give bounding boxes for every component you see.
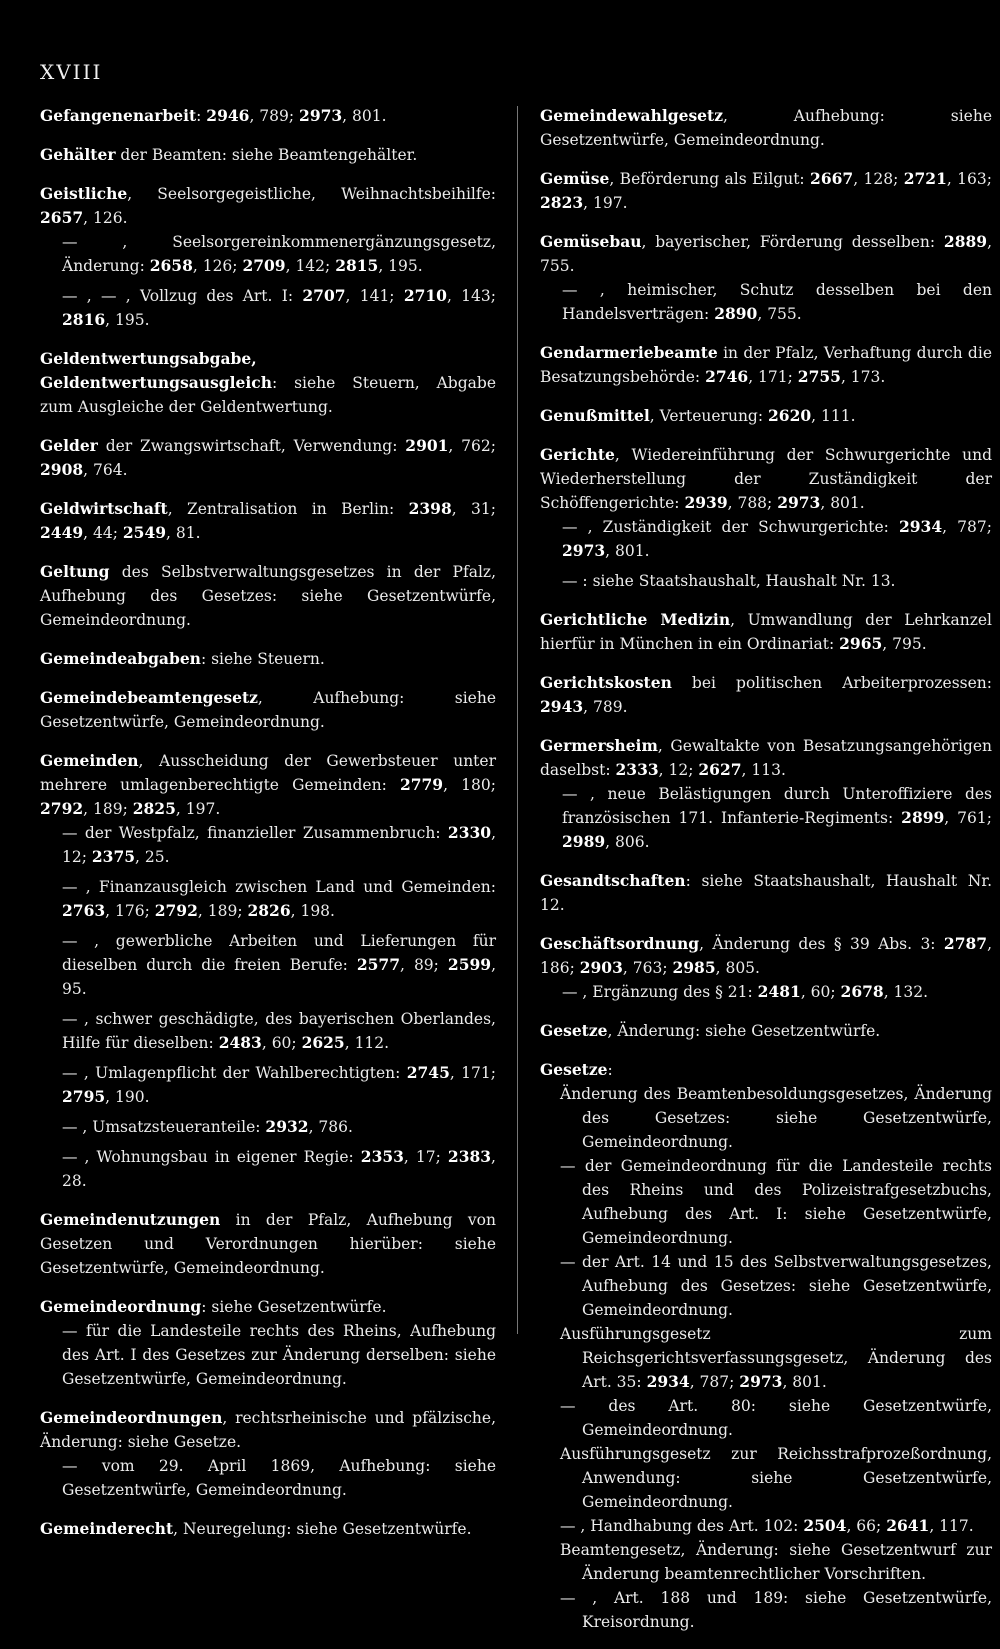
entry-number: 2599	[447, 955, 492, 974]
entry-number: 2721	[903, 169, 947, 188]
entry-number: 2667	[810, 169, 854, 188]
entry-keyword: Gemeindeordnung	[40, 1297, 202, 1316]
right-column	[540, 104, 992, 1649]
entry-text: , 195.	[105, 311, 150, 329]
entry-text: , 171;	[748, 368, 798, 386]
entry-number: 2398	[408, 499, 452, 518]
entry-text: , 761;	[944, 809, 992, 827]
sub-entry	[540, 515, 992, 563]
entry-keyword: Gesandtschaften	[540, 871, 686, 890]
entry-line	[40, 497, 496, 545]
entry-number: 2939	[684, 493, 728, 512]
entry-line	[40, 1295, 496, 1319]
entry-number: 2353	[360, 1147, 404, 1166]
entry-number: 2903	[579, 958, 623, 977]
entry-number: 2932	[265, 1117, 309, 1136]
index-entry	[40, 749, 496, 1193]
entry-text: , 171;	[449, 1064, 496, 1082]
entry-number: 2973	[739, 1372, 783, 1391]
entry-number: 2330	[447, 823, 492, 842]
entry-text: des Selbstverwaltungsgesetzes in der Pfalz, Aufhebung des Gesetzes: siehe Gesetzentwürfe, Gemeindeordnung.	[40, 563, 496, 629]
entry-line	[540, 1019, 992, 1043]
sub-entry	[40, 230, 496, 278]
entry-text: , 763;	[622, 959, 673, 977]
entry-text: , Aufhebung: siehe Gesetzentwürfe, Gemeindeordnung.	[40, 689, 496, 731]
entry-text: , 180;	[443, 776, 496, 794]
entry-text: , 128;	[853, 170, 904, 188]
entry-text: : siehe Steuern, Abgabe zum Ausgleiche der Geldentwertung.	[40, 374, 496, 416]
entry-text: , Gewaltakte von Besatzungsangehörigen daselbst:	[540, 737, 992, 779]
entry-keyword: Genußmittel	[540, 406, 650, 425]
entry-text: : siehe Gesetzentwürfe.	[201, 1298, 387, 1316]
entry-text: , Aufhebung: siehe Gesetzentwürfe, Gemeindeordnung.	[540, 107, 992, 149]
entry-keyword: Gerichtskosten	[540, 673, 672, 692]
sub-entry	[540, 1538, 992, 1586]
entry-number: 2625	[301, 1033, 345, 1052]
entry-number: 2825	[132, 799, 176, 818]
entry-text: — , Wohnungsbau in eigener Regie:	[62, 1148, 361, 1166]
entry-text: — , — , Vollzug des Art. I:	[62, 287, 303, 305]
entry-number: 2549	[122, 523, 167, 542]
entry-text: — , Zuständigkeit der Schwurgerichte:	[562, 518, 899, 536]
entry-number: 2483	[218, 1033, 262, 1052]
entry-number: 2779	[399, 775, 444, 794]
entry-number: 2481	[757, 982, 801, 1001]
entry-number: 2815	[335, 256, 379, 275]
entry-number: 2989	[562, 832, 606, 851]
entry-number: 2826	[247, 901, 291, 920]
entry-text: , 795.	[882, 635, 927, 653]
entry-number: 2934	[646, 1372, 690, 1391]
sub-entry	[540, 1250, 992, 1322]
entry-number: 2620	[768, 406, 812, 425]
entry-text: , 81.	[166, 524, 201, 542]
entry-text: , 176;	[105, 902, 155, 920]
entry-text: , 787;	[942, 518, 992, 536]
entry-number: 2965	[839, 634, 883, 653]
entry-text: Ausführungsgesetz zur Reichsstrafprozeßordnung, Anwendung: siehe Gesetzentwürfe, Gemeindeordnung.	[560, 1445, 992, 1511]
index-entry	[40, 1517, 496, 1541]
entry-keyword: Gemüse	[540, 169, 610, 188]
column-divider	[517, 106, 518, 1334]
entry-number: 2973	[777, 493, 821, 512]
entry-number: 2973	[299, 106, 343, 125]
sub-entry	[40, 1115, 496, 1139]
sub-entry	[40, 1319, 496, 1391]
index-entry	[40, 686, 496, 734]
page-number: XVIII	[40, 60, 103, 84]
entry-line	[540, 608, 992, 656]
entry-text: der Zwangswirtschaft, Verwendung:	[97, 437, 406, 455]
entry-text: — , Ergänzung des § 21:	[562, 983, 758, 1001]
entry-text: , Änderung: siehe Gesetzentwürfe.	[607, 1022, 881, 1040]
entry-text: , 755.	[757, 305, 802, 323]
index-entry	[540, 1058, 992, 1634]
entry-text: , 60;	[800, 983, 841, 1001]
entry-line	[40, 434, 496, 482]
entry-text: — , Finanzausgleich zwischen Land und Gemeinden:	[62, 878, 496, 896]
entry-number: 2901	[405, 436, 449, 455]
entry-line	[540, 932, 992, 980]
sub-entry	[540, 1082, 992, 1154]
entry-text: , 12;	[658, 761, 699, 779]
entry-line	[540, 1058, 992, 1082]
sub-entry	[40, 1145, 496, 1193]
entry-keyword: Gemeinden	[40, 751, 139, 770]
entry-line	[40, 1406, 496, 1454]
index-entry	[540, 230, 992, 326]
entry-text: , 189;	[83, 800, 133, 818]
sub-entry	[540, 1154, 992, 1250]
entry-text: , 117.	[929, 1517, 974, 1535]
entry-text: — , heimischer, Schutz desselben bei den Handelsverträgen:	[562, 281, 992, 323]
entry-line	[40, 143, 496, 167]
entry-line	[40, 1517, 496, 1541]
entry-keyword: Gemeindewahlgesetz	[540, 106, 724, 125]
entry-text: , 801.	[342, 107, 387, 125]
entry-text: , 112.	[344, 1034, 390, 1052]
entry-text: — der Gemeindeordnung für die Landesteile rechts des Rheins und des Polizeistrafgesetzbuchs, Aufhebung des Art. I: siehe Gesetzentwürfe, Gemeindeordnung.	[560, 1157, 992, 1247]
entry-number: 2795	[62, 1087, 106, 1106]
index-entry	[40, 182, 496, 332]
sub-entry	[540, 569, 992, 593]
entry-line	[540, 734, 992, 782]
entry-keyword: Gemeinderecht	[40, 1519, 174, 1538]
sub-entry	[40, 875, 496, 923]
entry-text: Änderung des Beamtenbesoldungsgesetzes, Änderung des Gesetzes: siehe Gesetzentwürfe, Gemeindeordnung.	[560, 1085, 992, 1151]
entry-keyword: Gerichtliche Medizin	[540, 610, 731, 629]
entry-text: , 801.	[605, 542, 650, 560]
entry-text: in der Pfalz, Verhaftung durch die Besatzungsbehörde:	[540, 344, 992, 386]
entry-number: 2755	[797, 367, 841, 386]
left-column	[40, 104, 496, 1556]
entry-keyword: Gesetze	[540, 1021, 608, 1040]
entry-keyword: Gemeindebeamtengesetz	[40, 688, 258, 707]
sub-entry	[540, 1394, 992, 1442]
entry-text: , 197.	[175, 800, 221, 818]
index-entry	[540, 104, 992, 152]
entry-text: , Umwandlung der Lehrkanzel hierfür in München in ein Ordinariat:	[540, 611, 992, 653]
entry-text: — , Art. 188 und 189: siehe Gesetzentwürfe, Kreisordnung.	[560, 1589, 992, 1631]
index-entry	[40, 434, 496, 482]
entry-number: 2763	[62, 901, 106, 920]
entry-keyword: Gemeindeordnungen	[40, 1408, 223, 1427]
entry-text: — für die Landesteile rechts des Rheins, Aufhebung des Art. I des Gesetzes zur Änderung derselben: siehe Gesetzentwürfe, Gemeindeordnung.	[62, 1322, 496, 1388]
entry-text: , 113.	[741, 761, 786, 779]
entry-number: 2504	[803, 1516, 847, 1535]
sub-entry	[540, 1514, 992, 1538]
entry-number: 2792	[154, 901, 198, 920]
entry-keyword: Geldwirtschaft	[40, 499, 168, 518]
index-entry	[40, 647, 496, 671]
entry-text: , Ausscheidung der Gewerbsteuer unter mehrere umlagenberechtigte Gemeinden:	[40, 752, 496, 794]
index-entry	[540, 167, 992, 215]
entry-text: , 126.	[83, 209, 128, 227]
index-entry	[540, 608, 992, 656]
entry-number: 2333	[615, 760, 659, 779]
entry-keyword: Gelder	[40, 436, 98, 455]
entry-number: 2678	[840, 982, 884, 1001]
index-entry	[40, 560, 496, 632]
index-entry	[540, 341, 992, 389]
index-entry	[540, 932, 992, 1004]
entry-text: Beamtengesetz, Änderung: siehe Gesetzentwurf zur Änderung beamtenrechtlicher Vorschriften.	[560, 1541, 992, 1583]
entry-text: , 28.	[62, 1148, 496, 1190]
entry-number: 2375	[91, 847, 136, 866]
entry-number: 2449	[40, 523, 84, 542]
entry-number: 2985	[672, 958, 716, 977]
entry-keyword: Gesetze	[540, 1060, 608, 1079]
entry-text: in der Pfalz, Aufhebung von Gesetzen und Verordnungen hierüber: siehe Gesetzentwürfe, Gemeindeordnung.	[40, 1211, 496, 1277]
entry-text: , 173.	[840, 368, 886, 386]
entry-text: — vom 29. April 1869, Aufhebung: siehe Gesetzentwürfe, Gemeindeordnung.	[62, 1457, 496, 1499]
entry-text: , 197.	[583, 194, 628, 212]
index-entry	[540, 671, 992, 719]
entry-number: 2383	[447, 1147, 492, 1166]
entry-text: , 764.	[83, 461, 128, 479]
entry-text: , 786.	[308, 1118, 353, 1136]
entry-number: 2658	[149, 256, 193, 275]
entry-line	[40, 182, 496, 230]
index-entry	[540, 869, 992, 917]
entry-text: , Neuregelung: siehe Gesetzentwürfe.	[173, 1520, 472, 1538]
entry-text: — , Umlagenpflicht der Wahlberechtigten:	[62, 1064, 407, 1082]
entry-text: , 44;	[83, 524, 123, 542]
entry-number: 2973	[562, 541, 606, 560]
entry-number: 2934	[898, 517, 943, 536]
entry-text: , Seelsorgegeistliche, Weihnachtsbeihilfe:	[127, 185, 496, 203]
entry-line	[40, 686, 496, 734]
index-entry	[40, 1406, 496, 1502]
entry-keyword: Geschäftsordnung	[540, 934, 700, 953]
entry-text: , 132.	[883, 983, 929, 1001]
entry-text: , 789.	[583, 698, 628, 716]
entry-keyword: Geistliche	[40, 184, 128, 203]
entry-text: — , schwer geschädigte, des bayerischen Oberlandes, Hilfe für dieselben:	[62, 1010, 496, 1052]
entry-text: — : siehe Staatshaushalt, Haushalt Nr. 13.	[562, 572, 896, 590]
entry-text: bei politischen Arbeiterprozessen:	[671, 674, 992, 692]
index-entry	[40, 104, 496, 128]
entry-text: , 95.	[62, 956, 496, 998]
entry-text: , bayerischer, Förderung desselben:	[641, 233, 944, 251]
entry-number: 2577	[356, 955, 400, 974]
entry-text: , 787;	[689, 1373, 740, 1391]
entry-text: , 141;	[345, 287, 404, 305]
entry-number: 2707	[302, 286, 346, 305]
entry-text: — der Art. 14 und 15 des Selbstverwaltungsgesetzes, Aufhebung des Gesetzes: siehe Gesetzentwürfe, Gemeindeordnung.	[560, 1253, 992, 1319]
sub-entry	[540, 1442, 992, 1514]
entry-text: — , neue Belästigungen durch Unteroffiziere des französischen 171. Infanterie-Regiments:	[562, 785, 992, 827]
entry-text: , 89;	[400, 956, 448, 974]
entry-text: — , Handhabung des Art. 102:	[560, 1517, 804, 1535]
entry-text: , 806.	[605, 833, 650, 851]
entry-text: : siehe Steuern.	[200, 650, 325, 668]
entry-number: 2823	[540, 193, 584, 212]
index-entry	[40, 347, 496, 419]
entry-text: , Verteuerung:	[649, 407, 768, 425]
entry-text: , Wiedereinführung der Schwurgerichte und Wiederherstellung der Zuständigkeit der Schöffengerichte:	[540, 446, 992, 512]
entry-number: 2627	[698, 760, 742, 779]
entry-text: , 762;	[448, 437, 496, 455]
entry-line	[40, 1208, 496, 1280]
entry-text: , 66;	[846, 1517, 887, 1535]
index-entry	[540, 1019, 992, 1043]
index-entry	[40, 143, 496, 167]
entry-text: , 801.	[782, 1373, 827, 1391]
entry-keyword: Geldentwertungsabgabe, Geldentwertungsausgleich	[40, 349, 272, 392]
entry-text: , 31;	[451, 500, 496, 518]
entry-number: 2946	[206, 106, 250, 125]
entry-text: , 805.	[715, 959, 760, 977]
entry-text: — der Westpfalz, finanzieller Zusammenbruch:	[62, 824, 448, 842]
entry-text: , 195.	[378, 257, 423, 275]
entry-text: — des Art. 80: siehe Gesetzentwürfe, Gemeindeordnung.	[560, 1397, 992, 1439]
entry-keyword: Geltung	[40, 562, 110, 581]
entry-keyword: Gendarmeriebeamte	[540, 343, 718, 362]
entry-text: , 111.	[811, 407, 856, 425]
sub-entry	[40, 1454, 496, 1502]
sub-entry	[40, 1007, 496, 1055]
entry-keyword: Gefangenenarbeit	[40, 106, 197, 125]
entry-text: , 25.	[135, 848, 170, 866]
entry-line	[540, 869, 992, 917]
sub-entry	[540, 980, 992, 1004]
entry-text: , 755.	[540, 233, 992, 275]
entry-line	[40, 749, 496, 821]
sub-entry	[40, 284, 496, 332]
entry-text: , 163;	[946, 170, 992, 188]
entry-line	[40, 347, 496, 419]
entry-text: — , Umsatzsteueranteile:	[62, 1118, 266, 1136]
entry-number: 2787	[943, 934, 988, 953]
entry-keyword: Germersheim	[540, 736, 658, 755]
index-entry	[540, 404, 992, 428]
entry-text: , 186;	[540, 935, 992, 977]
entry-number: 2890	[714, 304, 758, 323]
entry-text: , Beförderung als Eilgut:	[609, 170, 811, 188]
entry-number: 2889	[943, 232, 988, 251]
entry-line	[540, 104, 992, 152]
entry-text: , 801.	[820, 494, 865, 512]
entry-text: , 12;	[62, 824, 496, 866]
entry-number: 2710	[403, 286, 447, 305]
entry-text: :	[607, 1061, 613, 1079]
entry-text: : siehe Staatshaushalt, Haushalt Nr. 12.	[540, 872, 992, 914]
entry-line	[40, 647, 496, 671]
entry-line	[540, 230, 992, 278]
entry-text: , 60;	[261, 1034, 302, 1052]
entry-text: :	[196, 107, 207, 125]
entry-text: , 189;	[197, 902, 248, 920]
index-entry	[40, 1295, 496, 1391]
entry-text: , 788;	[727, 494, 778, 512]
sub-entry	[540, 278, 992, 326]
entry-number: 2816	[62, 310, 106, 329]
sub-entry	[40, 929, 496, 1001]
entry-text: , 143;	[446, 287, 496, 305]
entry-keyword: Gemeindenutzungen	[40, 1210, 221, 1229]
entry-number: 2745	[406, 1063, 450, 1082]
entry-line	[540, 341, 992, 389]
entry-number: 2709	[242, 256, 286, 275]
entry-number: 2641	[886, 1516, 930, 1535]
entry-text: , 126;	[192, 257, 243, 275]
entry-keyword: Gerichte	[540, 445, 615, 464]
entry-text: Ausführungsgesetz zum Reichsgerichtsverfassungsgesetz, Änderung des Art. 35:	[560, 1325, 992, 1391]
index-entry	[540, 443, 992, 593]
index-entry	[40, 497, 496, 545]
entry-text: — , Seelsorgereinkommenergänzungsgesetz, Änderung:	[62, 233, 496, 275]
entry-text: , Änderung des § 39 Abs. 3:	[699, 935, 944, 953]
entry-number: 2746	[705, 367, 749, 386]
sub-entry	[540, 1586, 992, 1634]
entry-line	[540, 404, 992, 428]
entry-number: 2943	[540, 697, 584, 716]
entry-text: der Beamten: siehe Beamtengehälter.	[115, 146, 418, 164]
entry-line	[40, 560, 496, 632]
entry-number: 2792	[40, 799, 84, 818]
sub-entry	[40, 1061, 496, 1109]
index-entry	[540, 734, 992, 854]
sub-entry	[540, 782, 992, 854]
entry-number: 2908	[40, 460, 84, 479]
sub-entry	[540, 1322, 992, 1394]
entry-text: , rechtsrheinische und pfälzische, Änderung: siehe Gesetze.	[40, 1409, 496, 1451]
entry-text: , 142;	[285, 257, 336, 275]
entry-line	[40, 104, 496, 128]
entry-keyword: Gemüsebau	[540, 232, 642, 251]
entry-number: 2899	[901, 808, 945, 827]
entry-text: — , gewerbliche Arbeiten und Lieferungen für dieselben durch die freien Berufe:	[62, 932, 496, 974]
entry-keyword: Gehälter	[40, 145, 116, 164]
entry-line	[540, 443, 992, 515]
entry-line	[540, 671, 992, 719]
entry-text: , Zentralisation in Berlin:	[167, 500, 409, 518]
entry-text: , 190.	[105, 1088, 150, 1106]
entry-keyword: Gemeindeabgaben	[40, 649, 201, 668]
entry-number: 2657	[40, 208, 84, 227]
index-entry	[40, 1208, 496, 1280]
entry-line	[540, 167, 992, 215]
entry-text: , 789;	[249, 107, 300, 125]
entry-text: , 17;	[403, 1148, 448, 1166]
entry-text: , 198.	[290, 902, 335, 920]
sub-entry	[40, 821, 496, 869]
